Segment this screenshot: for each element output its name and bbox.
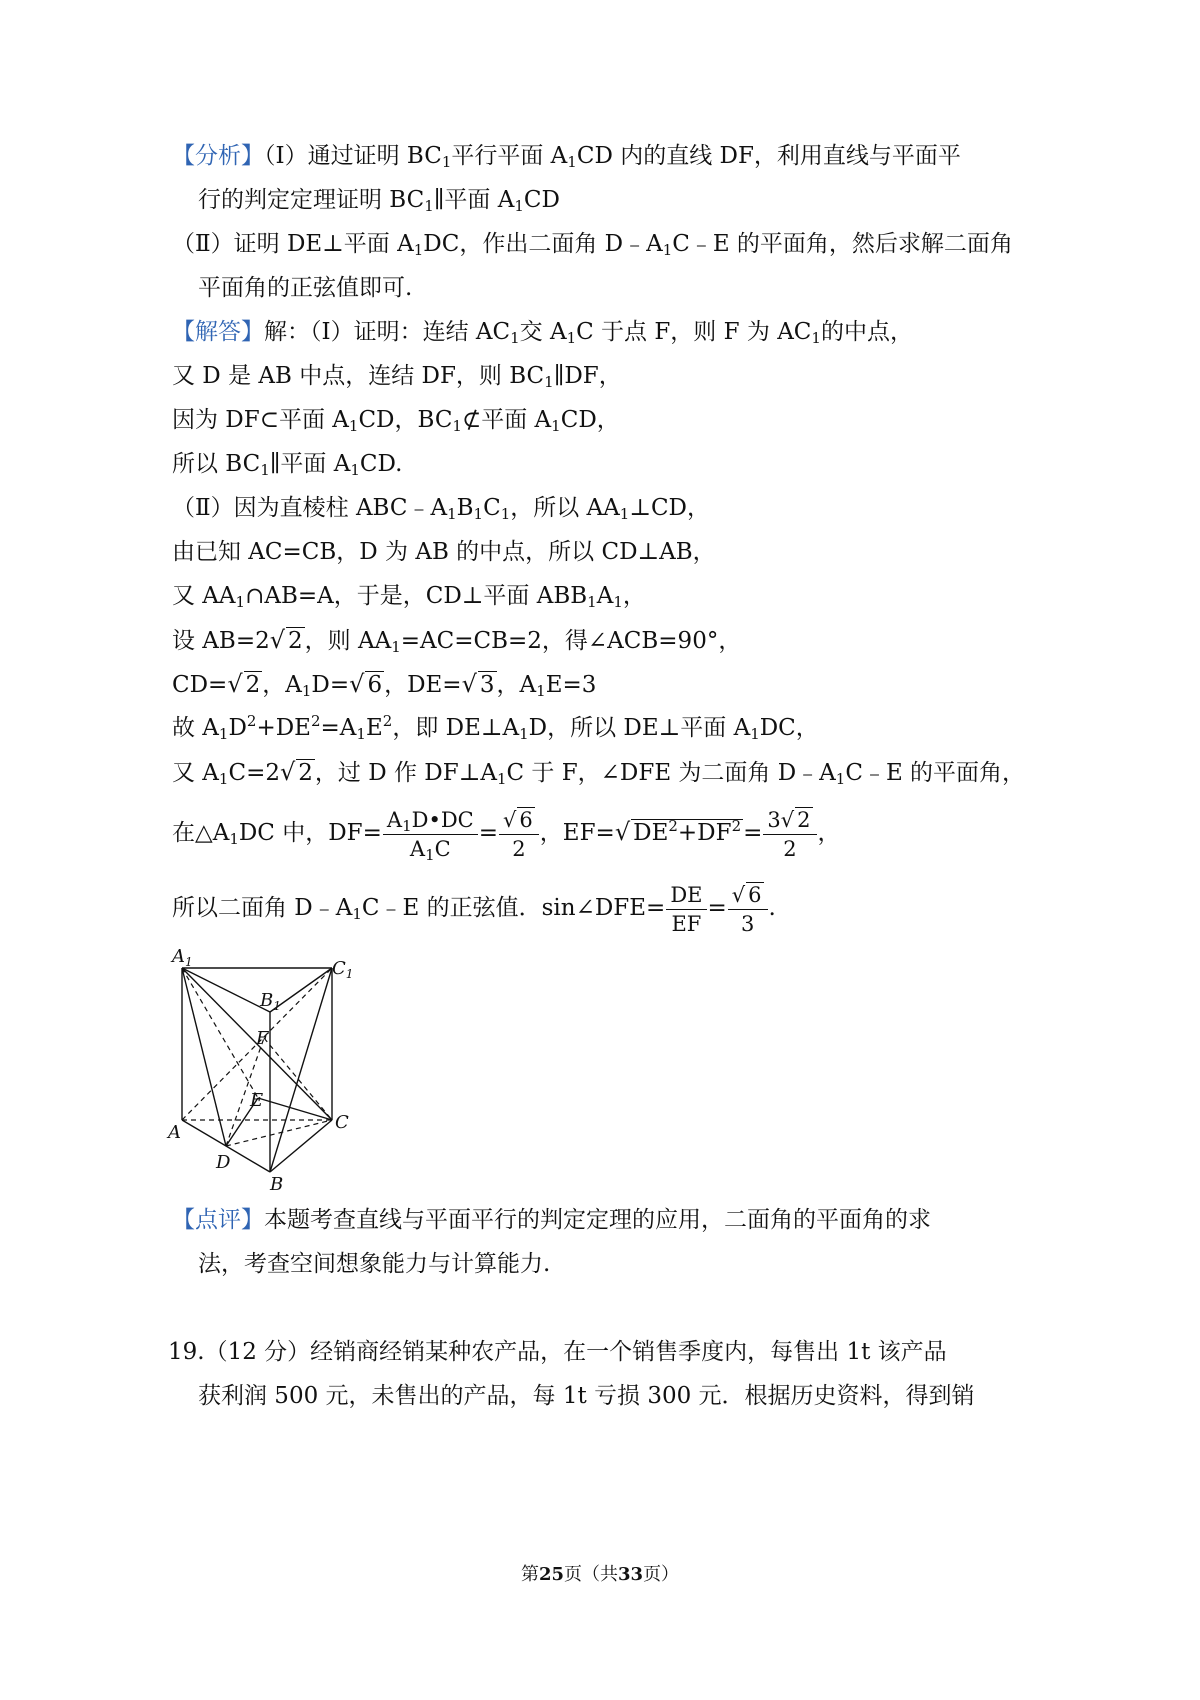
comment-tag: 【点评】	[172, 1207, 264, 1233]
prism-diagram	[160, 940, 370, 1200]
comment-line-2: 法，考查空间想象能力与计算能力.	[198, 1251, 551, 1277]
analysis-line-1: 【分析】（Ⅰ）通过证明 $BC_1$平行平面 $A_1CD$ 内的直线 DF，利用直线与平面平	[172, 143, 961, 171]
answer-line-6: 由已知 AC=CB，D 为 AB 的中点，所以 CD⊥AB，	[172, 539, 716, 565]
analysis-line-3: （Ⅱ）证明 DE⊥平面 $A_1DC$，作出二面角 $D﹣A_1C﹣E$ 的平面角，然后求解二面角	[172, 231, 1013, 259]
problem19-line-2: 获利润 500 元，未售出的产品，每 1t 亏损 300 元．根据历史资料，得到销	[198, 1383, 975, 1409]
analysis-line-4: 平面角的正弦值即可.	[198, 275, 413, 301]
problem19-line-1: 19.（12 分）经销商经销某种农产品，在一个销售季度内，每售出 1t 该产品	[168, 1339, 947, 1365]
label-E: E	[250, 1090, 264, 1111]
page-footer: 第25页（共33页）	[520, 1564, 680, 1585]
answer-line-5: （Ⅱ）因为直棱柱 $ABC﹣A_1B_1C_1$，所以 $AA_1\perp CD$，	[172, 495, 710, 523]
label-A: A	[168, 1122, 181, 1143]
answer-line-12: 在$\triangle A_1DC$ 中，DF= $\frac{A_1D•DC}{A_1C}$ = $\frac{√ 6}{2}$ ，EF=√ $DE^2+DF^2=$ $\frac{3√ 2}{2}$ ，	[172, 807, 841, 864]
answer-line-8: 设 AB=2√ 2，则 $AA_1=AC=CB=2$，得∠ACB=90°，	[172, 626, 742, 656]
answer-line-7: 又 $AA_1\cap AB=A$，于是，CD⊥平面 $ABB_1A_1$，	[172, 583, 646, 611]
label-B1: $B_1$	[260, 990, 281, 1013]
label-C1: $C_1$	[332, 958, 354, 981]
label-F: F	[256, 1028, 269, 1049]
answer-line-2: 又 D 是 AB 中点，连结 DF，则 $BC_1\parallel DF$，	[172, 363, 622, 391]
answer-tag: 【解答】	[172, 319, 264, 345]
analysis-tag: 【分析】	[172, 143, 264, 169]
label-A1: $A_1$	[172, 946, 193, 969]
analysis-line-2: 行的判定定理证明 $BC_1\parallel$平面 $A_1CD$	[198, 187, 560, 215]
answer-line-10: 故 $A_1D^2+DE^2=A_1E^2$，即 $DE\perp A_1D$，所以 DE⊥平面 $A_1DC$，	[172, 712, 819, 743]
answer-line-4: 所以 $BC_1\parallel$平面 $A_1CD$.	[172, 451, 403, 479]
answer-line-13: 所以二面角 $D﹣A_1C﹣E$ 的正弦值．sin∠DFE= $\frac{DE}{EF}$ = $\frac{√ 6}{3}$ .	[172, 882, 776, 936]
comment-line-1: 【点评】本题考查直线与平面平行的判定定理的应用，二面角的平面角的求	[172, 1207, 931, 1233]
label-C: C	[335, 1112, 349, 1133]
answer-line-11: 又 $A_1C=2√$ 2，过 D 作 $DF\perp A_1C$ 于 F，∠DFE 为二面角 $D﹣A_1C﹣E$ 的平面角，	[172, 758, 1026, 788]
label-B: B	[270, 1174, 284, 1195]
label-D: D	[216, 1152, 231, 1173]
answer-line-3: 因为 DF⊂平面 $A_1CD$，$BC_1⊄$平面 $A_1CD$，	[172, 407, 620, 435]
answer-line-9: CD=√ 2，$A_1D=√$ 6，DE=√ 3，$A_1E=3$	[172, 670, 597, 700]
answer-line-1: 【解答】解：（Ⅰ）证明：连结 $AC_1$交 $A_1C$ 于点 F，则 F 为 $AC_1$的中点，	[172, 319, 913, 347]
